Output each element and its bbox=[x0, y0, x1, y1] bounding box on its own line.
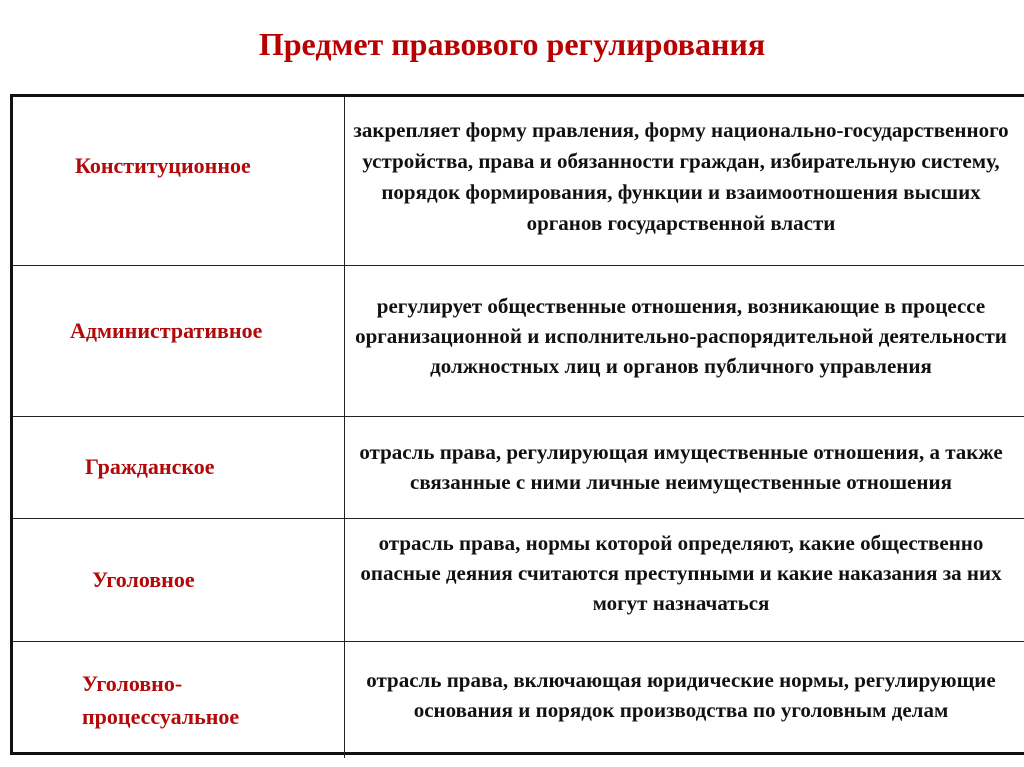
branch-label-constitutional: Конституционное bbox=[75, 152, 251, 178]
subject-table bbox=[13, 97, 1024, 758]
branch-cell bbox=[13, 265, 345, 416]
description-criminal: отрасль права, нормы которой определяют, какие общественно опасные деяния считаются преступными и какие наказания за них могут назначаться bbox=[360, 530, 1002, 615]
branch-label-criminal: Уголовное bbox=[92, 566, 195, 592]
table-row bbox=[13, 265, 1024, 416]
branch-label-criminal-procedure-line2: процессуальное bbox=[82, 703, 240, 729]
slide-title: Предмет правового регулирования bbox=[258, 26, 766, 62]
table-row bbox=[13, 641, 1024, 758]
description-constitutional: закрепляет форму правления, форму национально-государственного устройства, права и обязанности граждан, избирательную систему, порядок формирования, функции и взаимоотношения высших органов государственной власти bbox=[353, 117, 1009, 235]
table-row bbox=[13, 518, 1024, 641]
branch-label-administrative: Административное bbox=[70, 317, 263, 343]
table-row bbox=[13, 97, 1024, 265]
branch-cell bbox=[13, 641, 345, 758]
subject-table-container bbox=[10, 94, 1024, 755]
table-row bbox=[13, 416, 1024, 518]
description-administrative: регулирует общественные отношения, возникающие в процессе организационной и исполнительно-распорядительной деятельности должностных лиц и органов публичного управления bbox=[355, 293, 1007, 378]
description-cell bbox=[345, 265, 1024, 416]
description-cell bbox=[345, 416, 1024, 518]
branch-cell bbox=[13, 416, 345, 518]
branch-cell bbox=[13, 97, 345, 265]
branch-label-civil: Гражданское bbox=[85, 454, 215, 479]
branch-cell bbox=[13, 518, 345, 641]
description-cell bbox=[345, 641, 1024, 758]
description-criminal-procedure: отрасль права, включающая юридические нормы, регулирующие основания и порядок производства по уголовным делам bbox=[366, 667, 996, 722]
description-cell bbox=[345, 518, 1024, 641]
description-civil: отрасль права, регулирующая имущественные отношения, а также связанные с ними личные неимущественные отношения bbox=[359, 440, 1003, 494]
description-cell bbox=[345, 97, 1024, 265]
branch-label-criminal-procedure-line1: Уголовно- bbox=[82, 670, 183, 696]
